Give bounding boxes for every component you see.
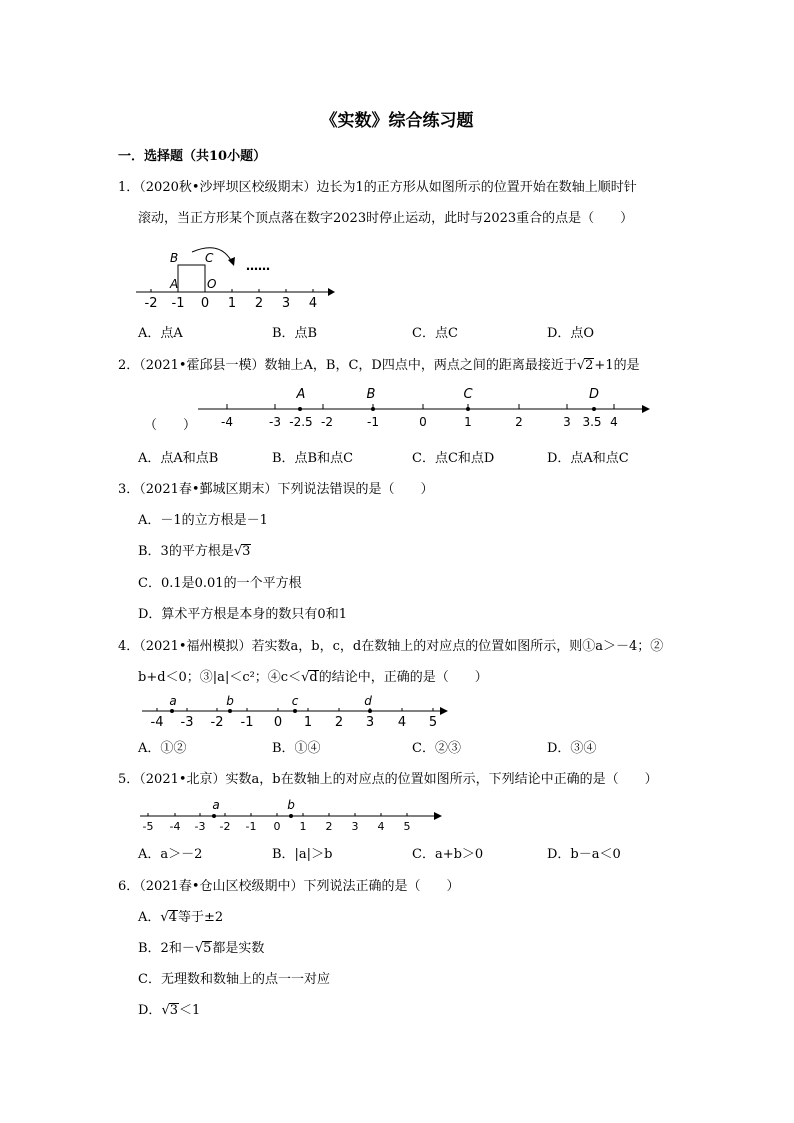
q4-stem-line1: 4．（2021•福州模拟）若实数a，b，c，d在数轴上的对应点的位置如图所示，则①a＞－4；② [118, 639, 664, 654]
sqrt-symbol: √ [161, 1003, 170, 1018]
q1-ellipsis: …… [246, 259, 270, 273]
q4-option-a[interactable]: A．①② [138, 741, 187, 756]
q2-tick-label: -2 [321, 415, 333, 429]
q2-point-label: A [296, 387, 306, 402]
q3-option-b[interactable] [138, 540, 251, 559]
q6-stem: 6．（2021春•仓山区校级期中）下列说法正确的是（ ） [118, 879, 460, 894]
q6-option-c[interactable]: C．无理数和数轴上的点一一对应 [138, 972, 330, 987]
q5-tick-label: -5 [142, 820, 154, 833]
q4-point-dot [228, 709, 232, 713]
q5-option-a[interactable]: A．a＞－2 [138, 847, 203, 862]
q4-tick-label: -2 [210, 715, 224, 730]
q6-option-b-pre: B．2和－ [138, 941, 195, 956]
q2-point-label: C [463, 387, 473, 402]
q1-rotation-arrowhead [228, 257, 235, 266]
q3-option-c[interactable]: C．0.1是0.01的一个平方根 [138, 576, 302, 591]
q6-option-b-post: 都是实数 [212, 941, 265, 956]
q6-option-d-post: ＜1 [179, 1003, 201, 1018]
q2-tick-label: 0 [419, 415, 427, 429]
q5-point-label: a [212, 798, 220, 812]
sqrt-symbol: √ [233, 544, 243, 559]
q4-stem-line2 [138, 666, 488, 685]
q1-square [178, 265, 205, 292]
q2-point-dot [371, 407, 375, 411]
q1-option-d[interactable]: D．点O [547, 326, 595, 341]
q2-option-a[interactable]: A．点A和点B [138, 451, 219, 466]
q1-stem-line2: 滚动，当正方形某个顶点落在数字2023时停止运动，此时与2023重合的点是（ ） [138, 211, 634, 226]
q4-tick-label: -3 [180, 715, 194, 730]
q2-tick-label: -1 [367, 415, 379, 429]
q2-tick-label: -4 [221, 415, 233, 429]
q5-axis-arrow [434, 812, 442, 820]
q3-option-a[interactable]: A．－1的立方根是－1 [138, 513, 268, 528]
sqrt-symbol: √ [160, 910, 169, 925]
q4-option-d[interactable]: D．③④ [547, 741, 597, 756]
q2-stem-prefix: 2．（2021•霍邱县一模）数轴上A，B，C，D四点中，两点之间的距离最接近于 [118, 358, 577, 373]
q6-option-d-radicand: 3 [169, 1003, 179, 1018]
q1-option-b[interactable]: B．点B [272, 326, 318, 341]
q4-tick-label: 0 [273, 715, 283, 730]
q1-tick-label: 2 [254, 296, 264, 310]
q5-tick-label: 2 [325, 820, 333, 833]
q1-tick-label: 0 [200, 296, 210, 310]
q5-tick-label: -4 [169, 820, 181, 833]
q5-option-c[interactable]: C．a+b＞0 [412, 847, 484, 862]
q4-point-label: d [364, 694, 372, 708]
q5-option-b[interactable]: B．|a|＞b [272, 847, 333, 862]
q5-tick-label: 0 [273, 820, 281, 833]
q2-tick-label: -2.5 [289, 415, 313, 429]
q4-tick-label: 4 [397, 715, 407, 730]
sqrt-symbol: √ [301, 670, 310, 685]
q6-option-d-pre: D． [138, 1003, 162, 1018]
q4-stem-line2-pre: b+d＜0；③|a|＜c²；④c＜ [138, 670, 302, 685]
q6-option-b-radicand: 5 [203, 941, 212, 956]
q6-option-a-radicand: 4 [168, 910, 177, 925]
q5-option-d[interactable]: D．b－a＜0 [547, 847, 621, 862]
q1-tick-label: -1 [171, 296, 185, 310]
q2-tick-label: 4 [610, 415, 618, 429]
q1-vertex-label: B [170, 251, 179, 265]
q5-tick-label: -1 [245, 820, 257, 833]
q4-stem-line2-post: 的结论中，正确的是（ ） [318, 670, 488, 685]
q2-number-line-figure [196, 382, 656, 432]
q2-axis-arrow [642, 405, 650, 413]
q4-option-c[interactable]: C．②③ [412, 741, 461, 756]
q1-vertex-label: A [170, 277, 179, 291]
q1-axis-arrow [328, 288, 335, 296]
q4-tick-label: 1 [303, 715, 313, 730]
q5-tick-label: -3 [194, 820, 206, 833]
q5-stem: 5．（2021•北京）实数a，b在数轴上的对应点的位置如图所示，下列结论中正确的是（ ） [118, 772, 658, 787]
q4-point-label: b [226, 694, 234, 708]
q2-stem-suffix: +1的是 [594, 358, 640, 373]
q2-ticks [227, 404, 614, 409]
q4-tick-label: 5 [428, 715, 438, 730]
section-heading: 一．选择题（共10小题） [118, 149, 267, 164]
q4-point-label: a [169, 694, 177, 708]
q1-number-line-figure [130, 238, 350, 310]
q4-point-dot [293, 709, 297, 713]
q4-option-b[interactable]: B．①④ [272, 741, 321, 756]
q4-axis-arrow [440, 707, 448, 715]
q5-point-dot [289, 814, 293, 818]
q4-tick-label: -4 [150, 715, 164, 730]
q2-option-d[interactable]: D．点A和点C [547, 451, 629, 466]
q4-number-line-figure [138, 690, 458, 732]
q2-tick-label: 3 [563, 415, 571, 429]
q1-tick-label: -2 [144, 296, 158, 310]
q1-tick-label: 3 [281, 296, 291, 310]
q6-option-a-pre: A． [138, 910, 161, 925]
q6-option-a-post: 等于±2 [177, 910, 224, 925]
q5-number-line-figure [136, 796, 446, 836]
q2-point-label: D [588, 387, 600, 402]
q2-point-dot [466, 407, 470, 411]
q1-option-c[interactable]: C．点C [412, 326, 458, 341]
q2-tick-label: 1 [464, 415, 472, 429]
q4-point-label: c [291, 694, 299, 708]
q2-point-dot [298, 407, 302, 411]
q3-stem: 3．（2021春•鄞城区期末）下列说法错误的是（ ） [118, 482, 434, 497]
q2-option-b[interactable]: B．点B和点C [272, 451, 354, 466]
q5-tick-label: 1 [299, 820, 307, 833]
q1-vertex-label: O [207, 277, 217, 291]
q5-point-dot [212, 814, 216, 818]
q5-tick-label: -2 [219, 820, 231, 833]
q4-radicand: d [309, 670, 318, 685]
q4-tick-label: 2 [334, 715, 344, 730]
q1-stem-line1: 1．（2020秋•沙坪坝区校级期末）边长为1的正方形从如图所示的位置开始在数轴上顺时针 [118, 180, 637, 195]
q2-option-c[interactable]: C．点C和点D [412, 451, 495, 466]
q5-point-label: b [287, 798, 295, 812]
q5-tick-label: 4 [377, 820, 385, 833]
q5-tick-label: 5 [403, 820, 411, 833]
q6-option-d[interactable] [138, 999, 200, 1018]
q2-point-label: B [366, 387, 376, 402]
q3-option-b-text: B．3的平方根是 [138, 544, 234, 559]
q4-tick-label: -1 [240, 715, 254, 730]
q4-point-dot [170, 709, 174, 713]
q2-point-dot [592, 407, 596, 411]
q6-option-b[interactable] [138, 937, 264, 956]
q4-point-dot [368, 709, 372, 713]
q2-stem [118, 354, 640, 373]
q6-option-a[interactable] [138, 906, 223, 925]
q1-tick-label: 4 [308, 296, 318, 310]
q3-option-d[interactable]: D．算术平方根是本身的数只有0和1 [138, 607, 347, 622]
page-title: 《实数》综合练习题 [320, 111, 474, 131]
sqrt-symbol: √ [194, 941, 204, 956]
q1-tick-label: 1 [227, 296, 237, 310]
q2-radicand: 2 [585, 358, 594, 373]
q1-option-a[interactable]: A．点A [138, 326, 183, 341]
q2-tick-label: 2 [515, 415, 523, 429]
sqrt-symbol: √ [576, 358, 586, 373]
q3-option-b-radicand: 3 [242, 544, 251, 559]
q4-tick-label: 3 [365, 715, 375, 730]
q5-tick-label: 3 [351, 820, 359, 833]
q1-vertex-label: C [205, 251, 214, 265]
q2-tick-label: 3.5 [582, 415, 602, 429]
q2-paren: （ ） [144, 418, 197, 433]
q2-tick-label: -3 [269, 415, 281, 429]
